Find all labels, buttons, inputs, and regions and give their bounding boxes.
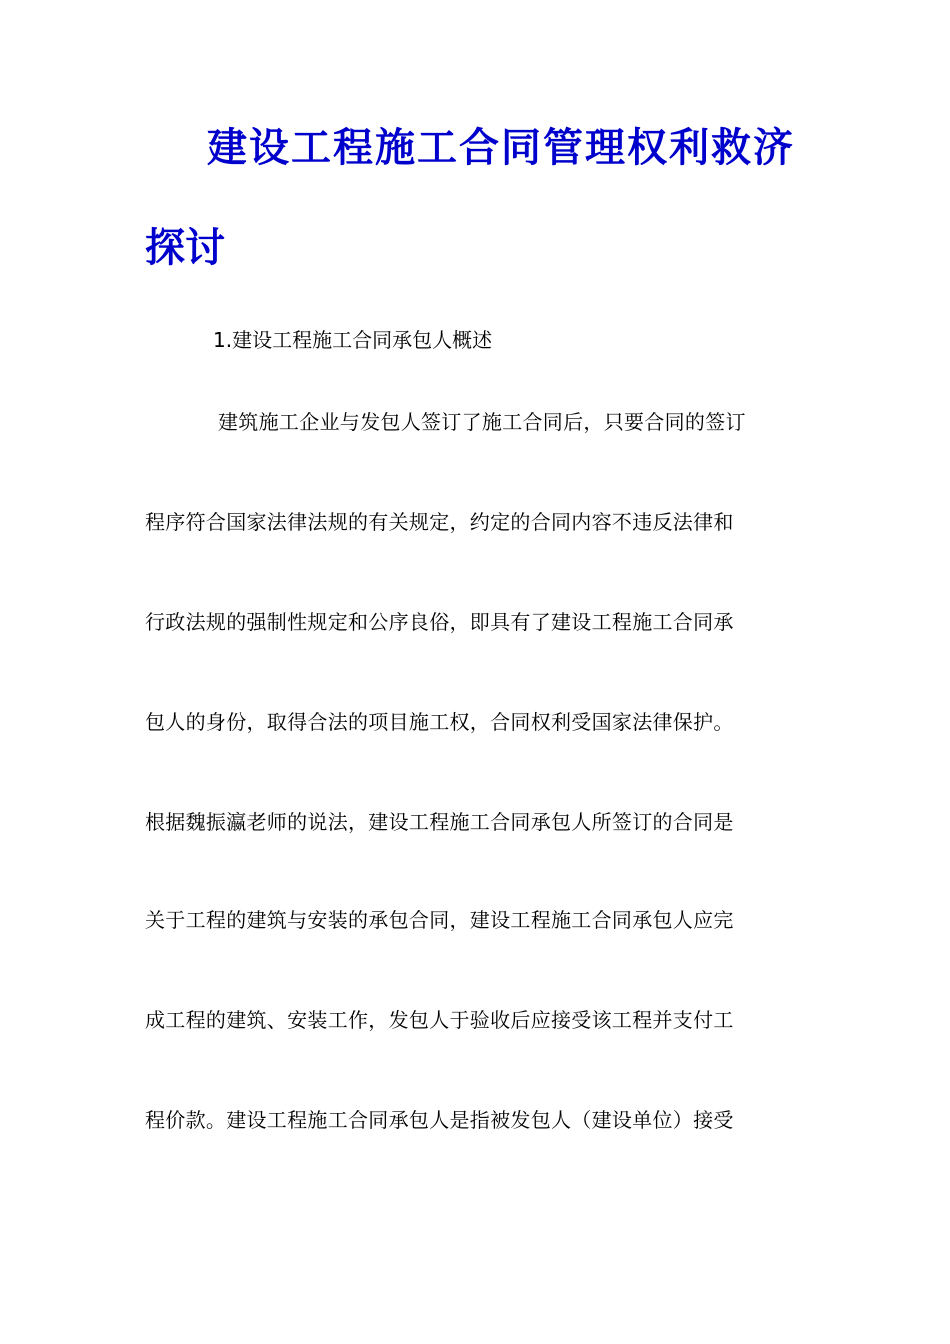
document-title-line-2: 探讨 bbox=[145, 224, 225, 271]
body-line-8: 程价款。建设工程施工合同承包人是指被发包人（建设单位）接受 bbox=[145, 1108, 734, 1132]
body-line-6: 关于工程的建筑与安装的承包合同，建设工程施工合同承包人应完 bbox=[145, 908, 734, 932]
body-line-1: 建筑施工企业与发包人签订了施工合同后，只要合同的签订 bbox=[218, 410, 746, 434]
body-line-3: 行政法规的强制性规定和公序良俗，即具有了建设工程施工合同承 bbox=[145, 610, 734, 634]
body-line-2: 程序符合国家法律法规的有关规定，约定的合同内容不违反法律和 bbox=[145, 510, 734, 534]
body-line-7: 成工程的建筑、安装工作，发包人于验收后应接受该工程并支付工 bbox=[145, 1008, 734, 1032]
document-title-line-1: 建设工程施工合同管理权利救济 bbox=[207, 124, 795, 171]
section-heading: 1.建设工程施工合同承包人概述 bbox=[213, 328, 493, 352]
body-line-4: 包人的身份，取得合法的项目施工权，合同权利受国家法律保护。 bbox=[145, 710, 734, 734]
body-line-5: 根据魏振瀛老师的说法，建设工程施工合同承包人所签订的合同是 bbox=[145, 810, 734, 834]
